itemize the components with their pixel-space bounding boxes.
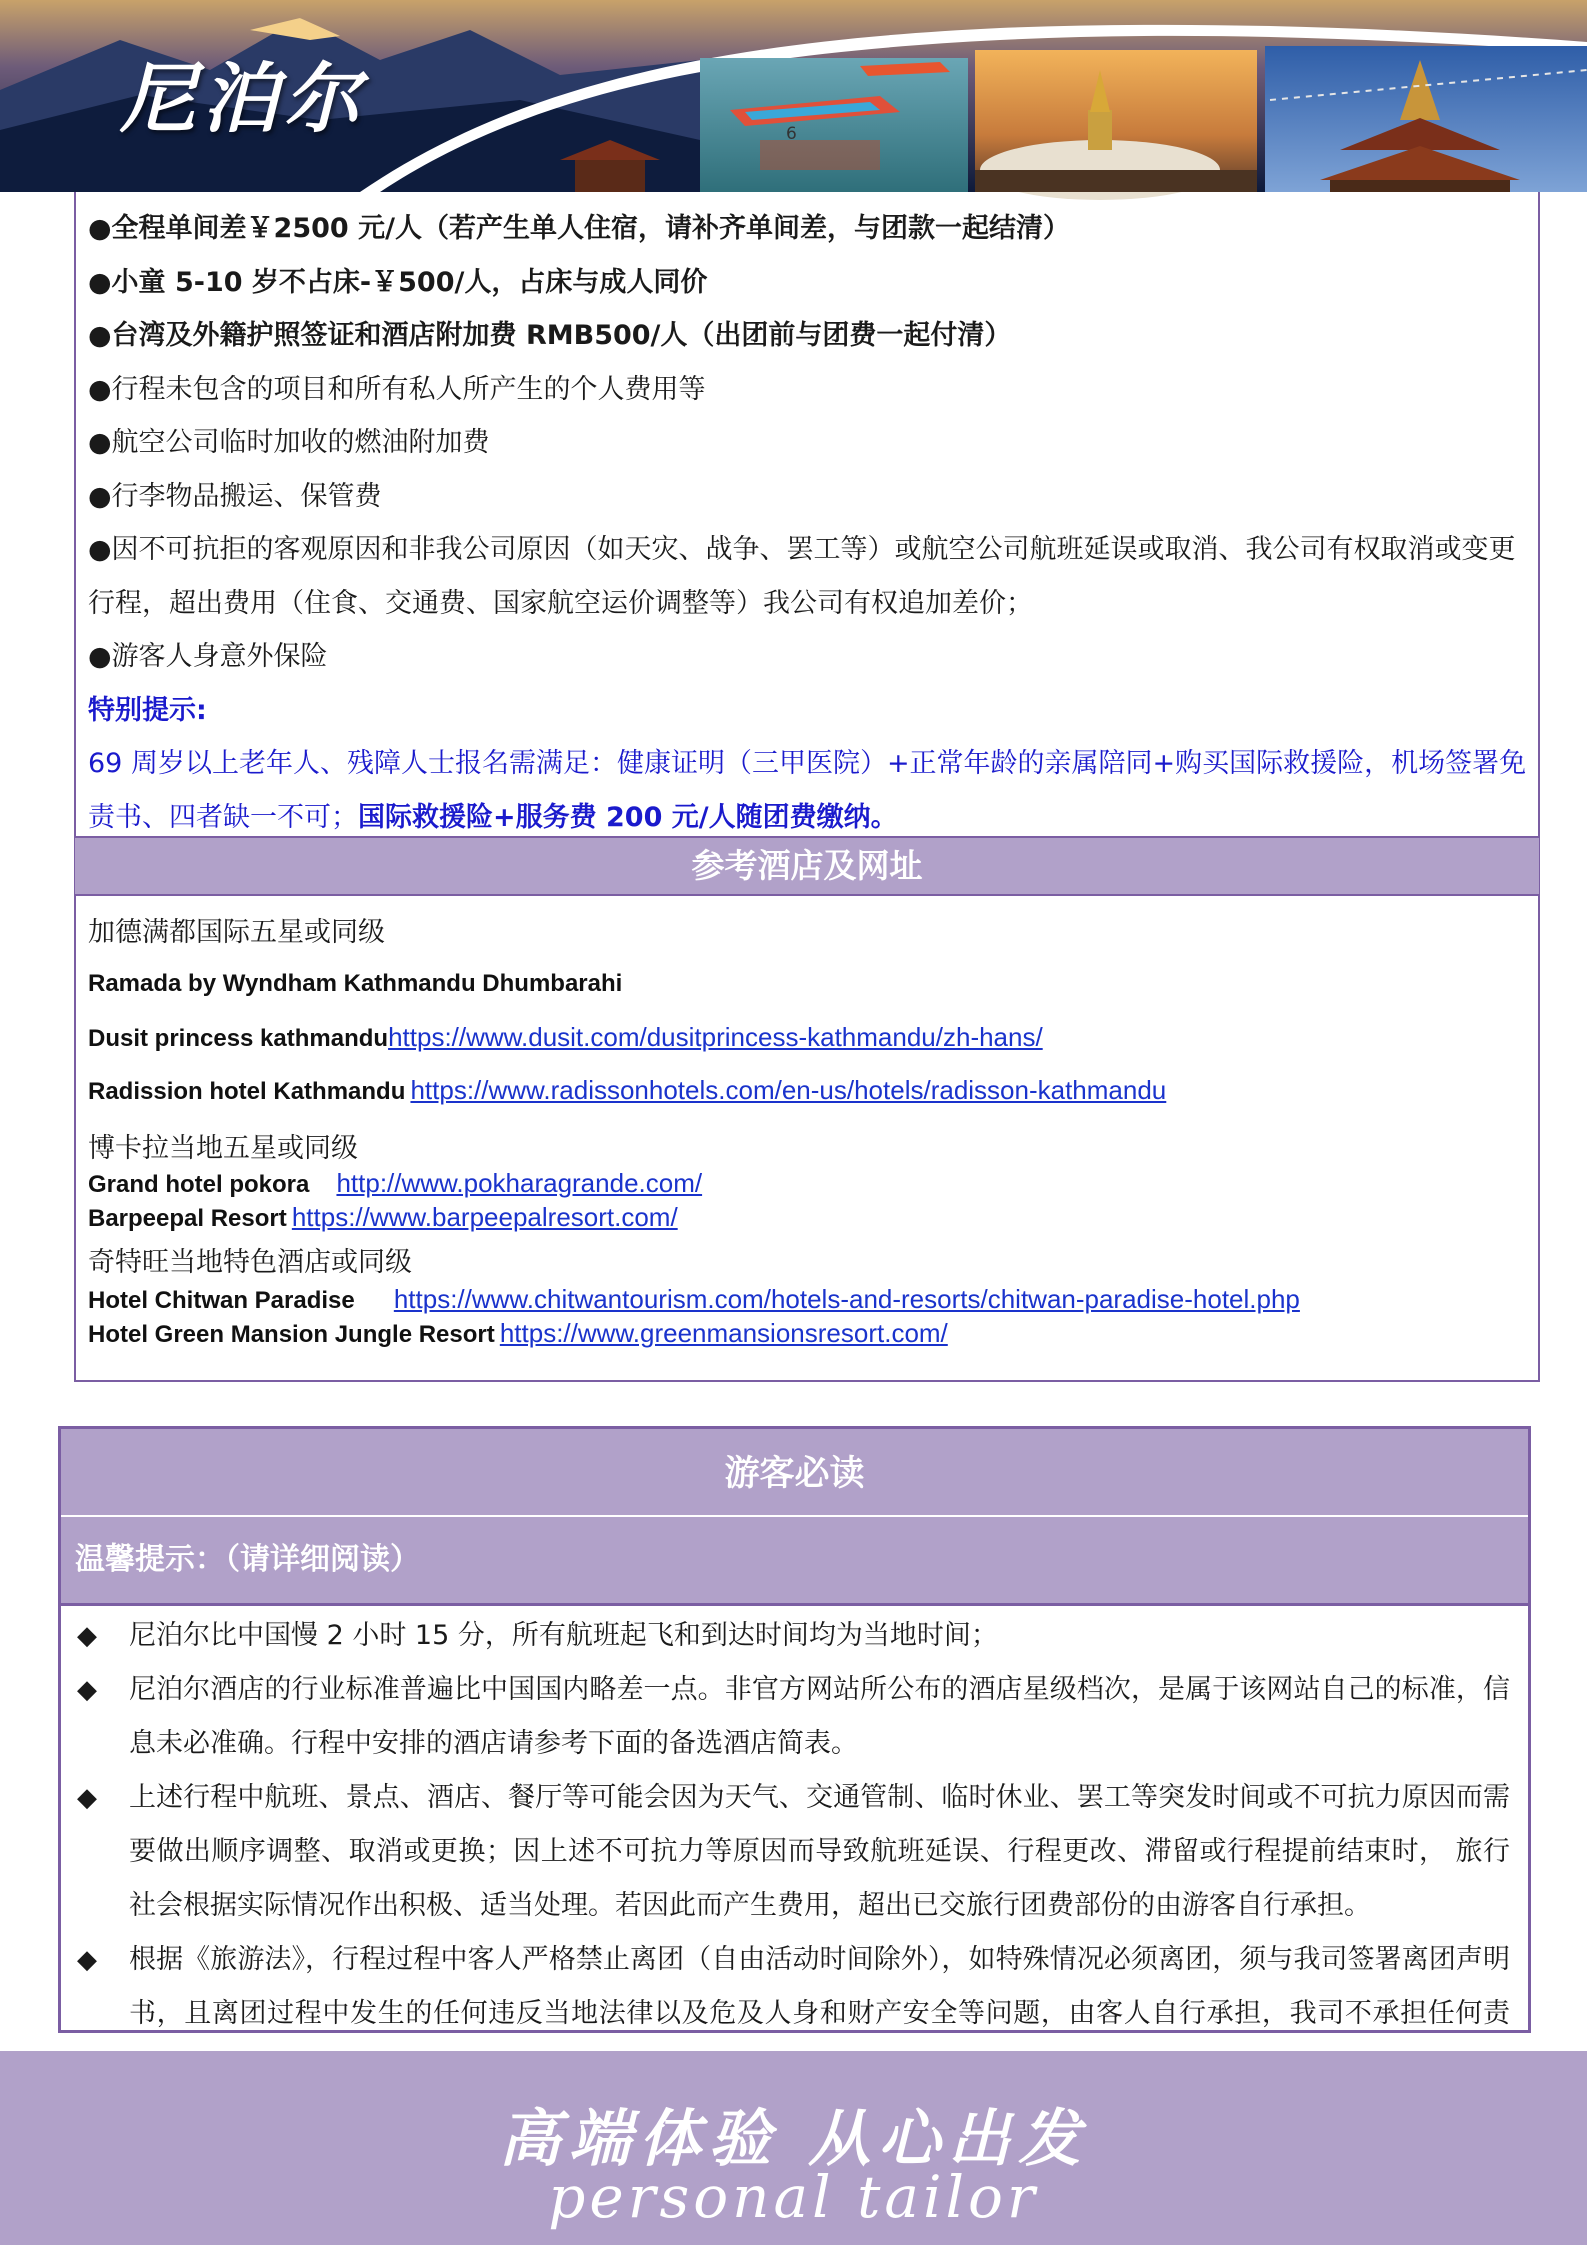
hotel-grand-row	[88, 1168, 702, 1199]
hotel-chitwan-link[interactable]: https://www.chitwantourism.com/hotels-and-resorts/chitwan-paradise-hotel.php	[393, 1284, 1300, 1314]
hotel-chitwan-name: Hotel Chitwan Paradise	[88, 1287, 355, 1314]
special-notice-fee: 国际救援险+服务费 200 元/人随团费缴纳。	[358, 801, 898, 833]
notice-list	[61, 1609, 1528, 2095]
notice-item	[61, 1771, 1528, 1933]
traveler-notice-box	[58, 1426, 1531, 2033]
fee-item-fuel: ●航空公司临时加收的燃油附加费	[88, 427, 490, 458]
photo-stupa	[975, 50, 1257, 200]
page-number: 6	[786, 124, 797, 144]
hotel-radisson-row	[88, 1075, 1166, 1106]
bullet-diamond-icon: ◆	[77, 1783, 97, 1813]
hotel-barpeepal-link[interactable]: https://www.barpeepalresort.com/	[291, 1202, 678, 1232]
header-banner	[0, 0, 1587, 192]
chitwan-heading: 奇特旺当地特色酒店或同级	[88, 1247, 412, 1278]
notice-title: 游客必读	[61, 1429, 1528, 1517]
kathmandu-heading: 加德满都国际五星或同级	[88, 917, 385, 948]
fee-item-luggage: ●行李物品搬运、保管费	[88, 480, 382, 512]
hotel-grand-link[interactable]: http://www.pokharagrande.com/	[336, 1168, 703, 1198]
bullet-diamond-icon: ◆	[77, 1945, 97, 1975]
hotel-dusit-name: Dusit princess kathmandu	[88, 1025, 389, 1052]
slogan-english: personal tailor	[548, 2163, 1039, 2231]
hotel-dusit-link[interactable]: https://www.dusit.com/dusitprincess-kathmandu/zh-hans/	[388, 1022, 1043, 1052]
notice-subtitle: 温馨提示：（请详细阅读）	[61, 1517, 1528, 1606]
hotel-radisson-link[interactable]: https://www.radissonhotels.com/en-us/hotels/radisson-kathmandu	[410, 1075, 1167, 1105]
destination-title: 尼泊尔	[120, 54, 366, 143]
photo-pagoda	[1265, 46, 1587, 192]
fee-item-personal: ●行程未包含的项目和所有私人所产生的个人费用等	[88, 373, 706, 405]
photo-boat	[700, 58, 968, 192]
fee-item-force-majeure: ●因不可抗拒的客观原因和非我公司原因（如天灾、战争、罢工等）或航空公司航班延误或取消、我公司有权取消或变更行程，超出费用（住食、交通费、国家航空运价调整等）我公司有权追加差价；	[88, 534, 1516, 619]
notice-item-text: 上述行程中航班、景点、酒店、餐厅等可能会因为天气、交通管制、临时休业、罢工等突发时间或不可抗力原因而需要做出顺序调整、取消或更换；因上述不可抗力等原因而导致航班延误、行程更改、滞留或行程提前结束时， 旅行社会根据实际情况作出积极、适当处理。若因此而产生费用，超出已交旅行团费部份的由游客自行承担。	[129, 1782, 1510, 1921]
hotel-radisson-name: Radission hotel Kathmandu	[88, 1078, 406, 1105]
hotel-ramada: Ramada by Wyndham Kathmandu Dhumbarahi	[88, 970, 623, 997]
notice-item	[61, 1663, 1528, 1771]
notice-item	[61, 1609, 1528, 1663]
bullet-diamond-icon: ◆	[77, 1621, 97, 1651]
hotel-chitwan-row	[88, 1284, 1300, 1315]
special-notice-body: 69 周岁以上老年人、残障人士报名需满足：健康证明（三甲医院）+正常年龄的亲属陪同+购买国际救援险，机场签署免责书、四者缺一不可；	[88, 748, 1527, 833]
special-notice-title: 特别提示:	[88, 694, 207, 726]
notice-item-text: 根据《旅游法》，行程过程中客人严格禁止离团（自由活动时间除外），如特殊情况必须离团，须与我司签署离团声明书，且离团过程中发生的任何违反当地法律以及危及人身和财产安全等问题，由客人自行承担，我司不承担任何责	[129, 1944, 1510, 2029]
bullet-diamond-icon: ◆	[77, 1675, 97, 1705]
pokhara-heading: 博卡拉当地五星或同级	[88, 1133, 358, 1164]
slogan-chinese: 高端体验 从心出发	[498, 2102, 1089, 2175]
hotel-barpeepal-row	[88, 1202, 678, 1233]
notice-item-text: 尼泊尔酒店的行业标准普遍比中国国内略差一点。非官方网站所公布的酒店星级档次，是属于该网站自己的标准，信息未必准确。行程中安排的酒店请参考下面的备选酒店简表。	[129, 1674, 1510, 1759]
notice-item-text: 尼泊尔比中国慢 2 小时 15 分，所有航班起飞和到达时间均为当地时间；	[129, 1620, 998, 1651]
hotel-grand-name: Grand hotel pokora	[88, 1171, 310, 1198]
fee-item-single-room: ●全程单间差￥2500 元/人（若产生单人住宿，请补齐单间差，与团款一起结清）	[88, 213, 1070, 244]
fees-section	[88, 202, 1538, 844]
fee-item-child: ●小童 5-10 岁不占床-￥500/人，占床与成人同价	[88, 266, 708, 298]
hotel-green-name: Hotel Green Mansion Jungle Resort	[88, 1321, 495, 1348]
footer-banner	[0, 2051, 1587, 2245]
fee-item-foreign-passport: ●台湾及外籍护照签证和酒店附加费 RMB500/人（出团前与团费一起付清）	[88, 320, 1012, 351]
hotel-barpeepal-name: Barpeepal Resort	[88, 1205, 287, 1232]
hotel-green-link[interactable]: https://www.greenmansionsresort.com/	[499, 1318, 948, 1348]
hotels-section-header: 参考酒店及网址	[75, 836, 1539, 896]
hotel-dusit-row	[88, 1022, 1043, 1053]
fee-item-insurance: ●游客人身意外保险	[88, 641, 328, 672]
special-notice-text	[88, 737, 1538, 844]
hotel-green-row	[88, 1318, 948, 1349]
